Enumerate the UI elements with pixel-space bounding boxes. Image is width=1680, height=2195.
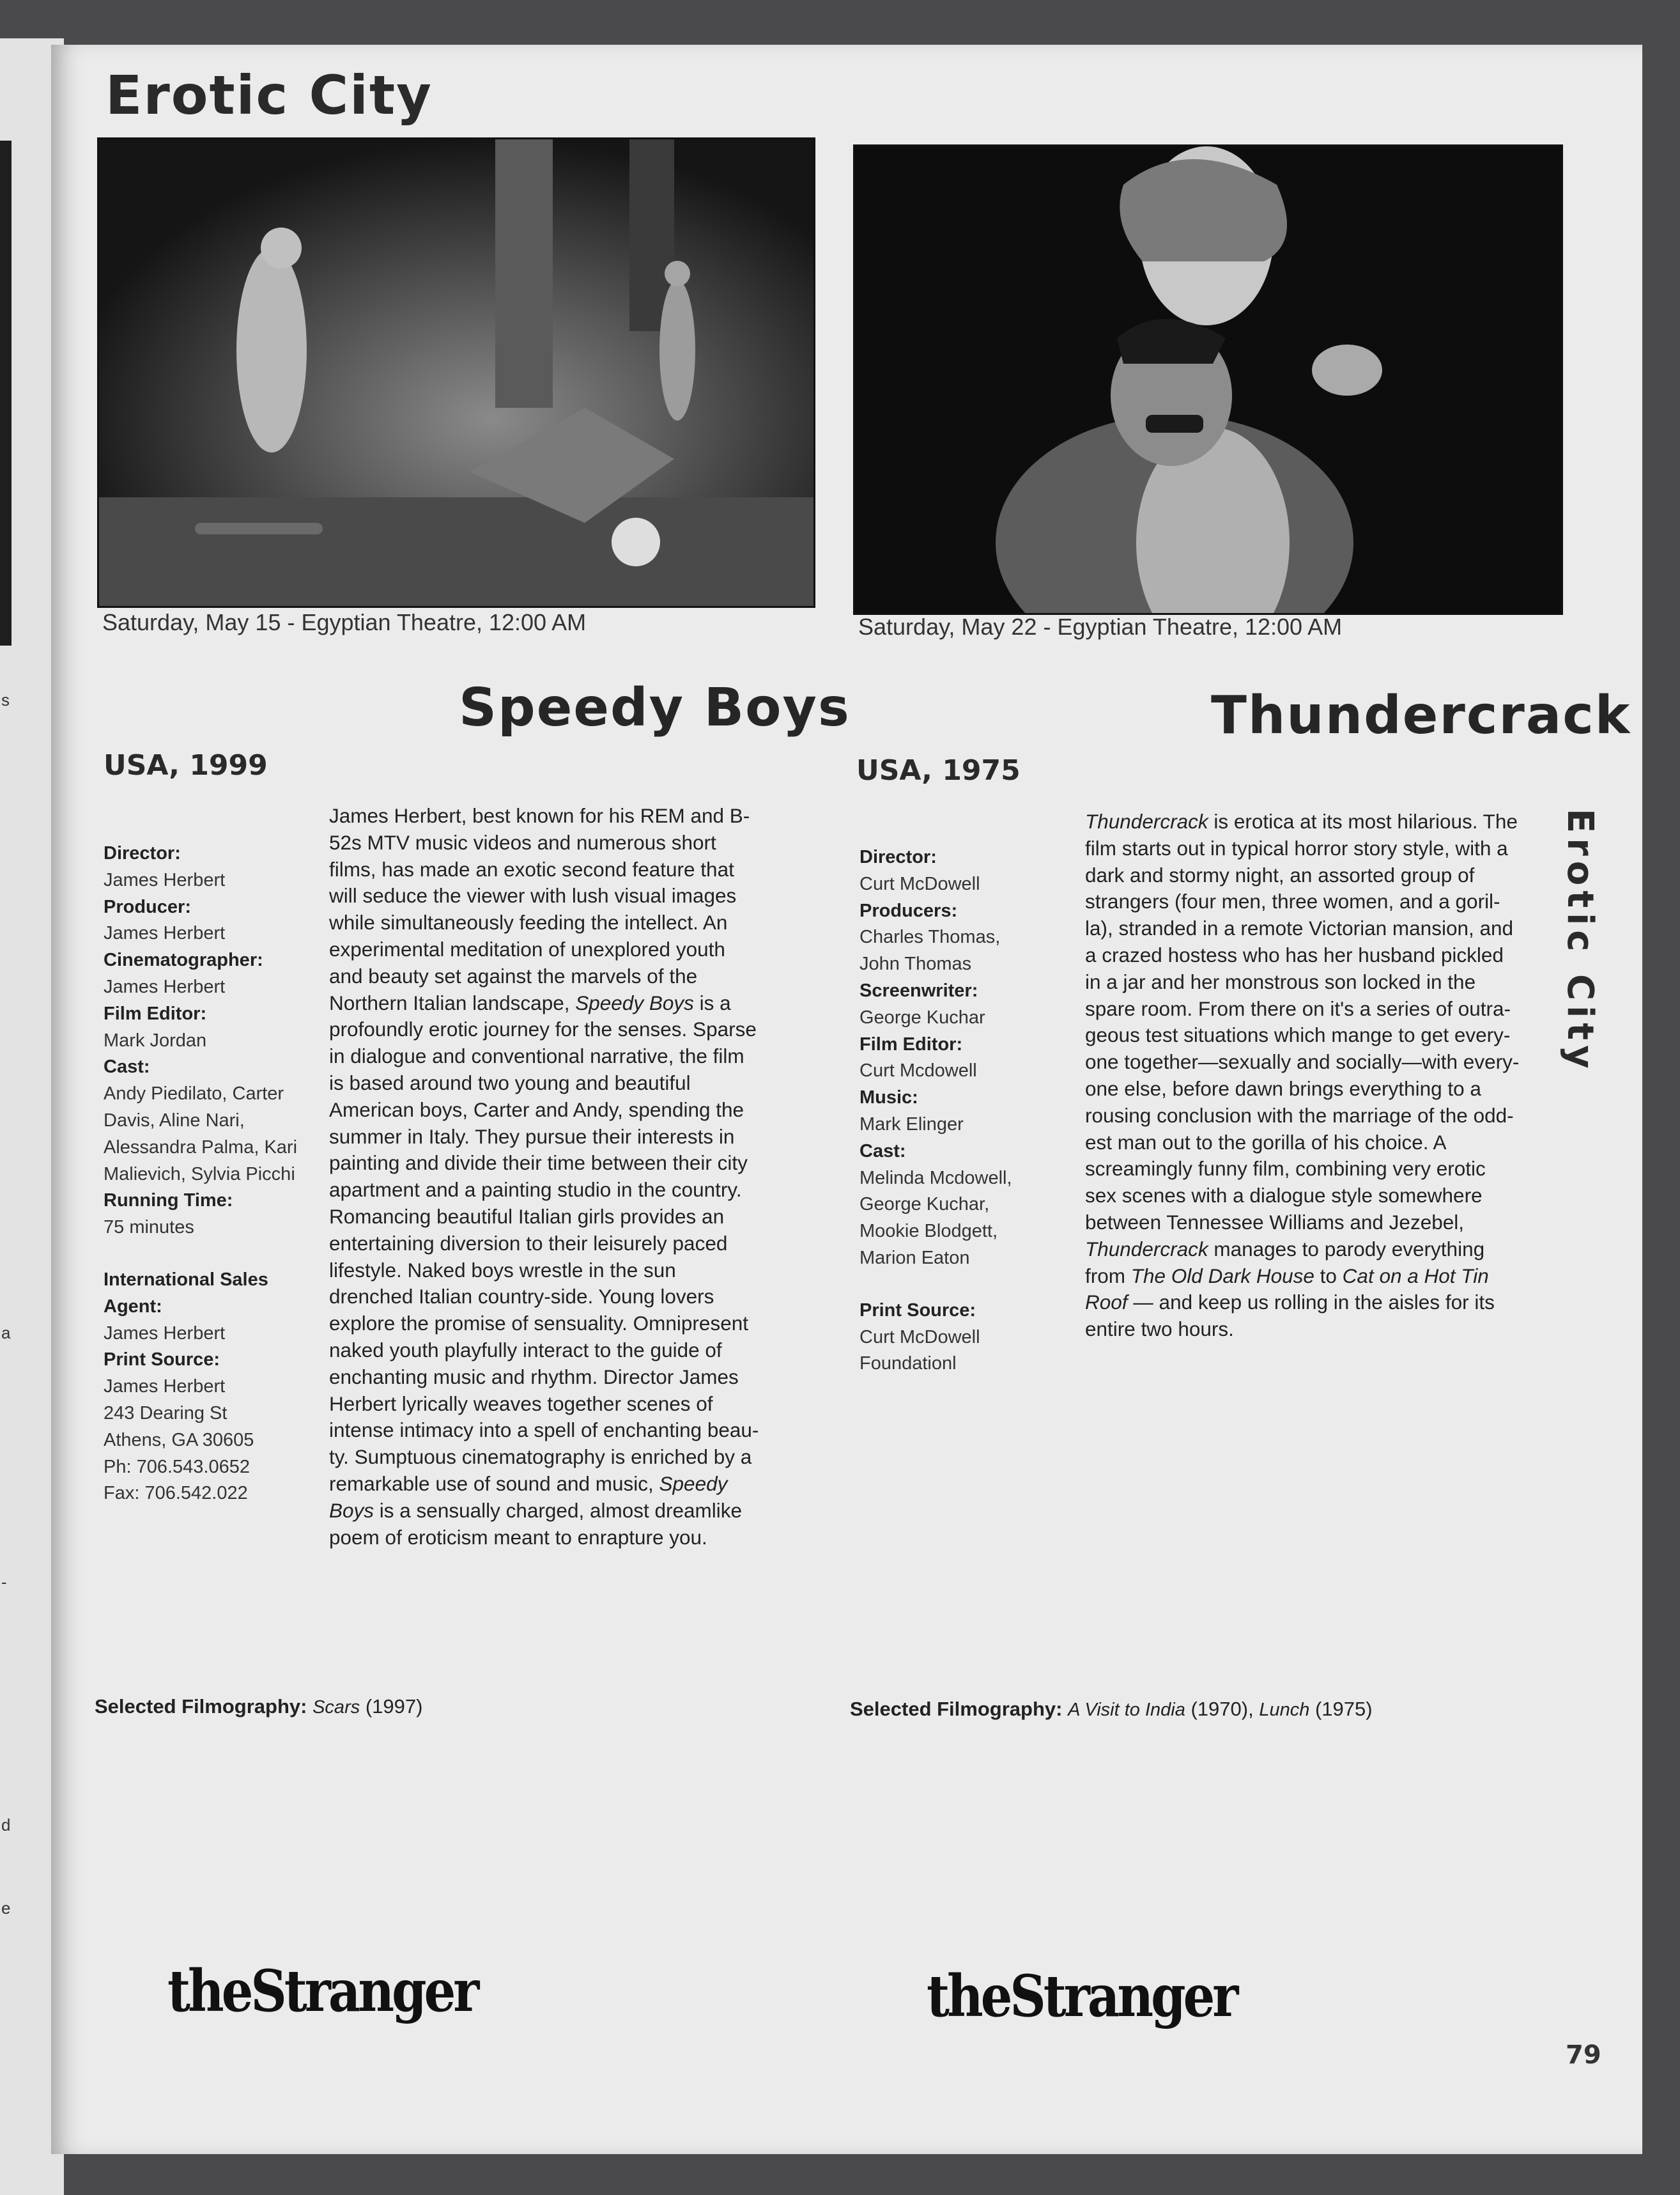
synopsis-text: manages to parody everything [1208,1237,1485,1260]
synopsis-line [329,910,802,936]
synopsis-text: naked youth playfully interact to the guide of [329,1338,722,1361]
credit-value: George Kuchar, [859,1194,990,1215]
credit-value: James Herbert [104,976,226,997]
synopsis-line [329,1337,802,1364]
synopsis-line [1085,1156,1558,1183]
synopsis-line [1085,1236,1558,1263]
page-number: 79 [1566,2040,1601,2070]
synopsis-text: est man out to the gorilla of his choice. A [1085,1130,1447,1154]
synopsis-line [1085,1316,1558,1343]
synopsis-line [329,1177,802,1204]
synopsis-line [1085,969,1558,996]
synopsis-line [329,1230,802,1257]
credit-value: John Thomas [859,954,972,975]
synopsis-line [329,1417,802,1444]
photo-illustration [99,139,813,606]
synopsis-line [1085,1183,1558,1209]
synopsis-line [1085,1049,1558,1076]
synopsis-text: is a [693,991,731,1014]
synopsis-line [1085,1129,1558,1156]
speedy-boys-still-photo [97,137,815,608]
synopsis-line [329,1310,802,1337]
synopsis-line [329,1124,802,1151]
synopsis-text: to [1314,1264,1343,1287]
synopsis-line [329,1284,802,1310]
credit-label: Film Editor: [859,1034,963,1055]
thundercrack-country-year: USA, 1975 [856,754,1021,787]
synopsis-line [329,990,802,1017]
credit-value: 243 Dearing St [104,1402,227,1423]
synopsis-line [329,883,802,910]
synopsis-line [1085,1209,1558,1236]
credit-value: George Kuchar [859,1007,985,1028]
credit-label: Producers: [859,900,958,921]
previous-page-fragment: - [1,1572,7,1592]
synopsis-text: and beauty set against the marvels of the [329,964,698,988]
synopsis-italic-title: Roof [1085,1291,1128,1314]
synopsis-line [329,1498,802,1524]
credit-label: Print Source: [859,1299,976,1321]
credit-value: James Herbert [104,1376,226,1397]
synopsis-line [329,1097,802,1124]
synopsis-italic-title: Thundercrack [1085,1237,1208,1260]
filmography-title: A Visit to India [1068,1700,1185,1720]
credit-label: Director: [859,847,937,867]
synopsis-text: summer in Italy. They pursue their interests in [329,1124,735,1148]
synopsis-text: Northern Italian landscape, [329,991,576,1014]
synopsis-line [329,1524,802,1551]
previous-page-fragment: d [1,1815,11,1834]
speedy-boys-title: Speedy Boys [459,678,851,738]
filmography-year: (1975) [1309,1698,1373,1720]
credit-label: Music: [859,1087,918,1108]
synopsis-line [1085,1022,1558,1049]
credit-value: Mark Elinger [859,1113,964,1135]
credit-value: Mookie Blodgett, [859,1221,998,1242]
synopsis-line [329,1204,802,1230]
synopsis-line [329,857,802,883]
filmography-title: Lunch [1259,1700,1310,1720]
filmography-title: Scars [312,1697,360,1718]
synopsis-text: is a sensually charged, almost dreamlike [374,1498,743,1522]
side-section-title: Erotic City [1559,809,1601,1074]
synopsis-text: — and keep us rolling in the aisles for its [1127,1291,1495,1314]
synopsis-text: in a jar and her monstrous son locked in the [1085,970,1476,993]
synopsis-line [329,1471,802,1498]
credit-label: Producer: [104,896,191,917]
synopsis-text: geous test situations which mange to get every- [1085,1023,1511,1047]
credit-value: Malievich, Sylvia Picchi [104,1163,295,1184]
thundercrack-title: Thundercrack [1211,685,1631,746]
synopsis-line [329,936,802,963]
synopsis-text: entertaining diversion to their leisurely paced [329,1231,728,1255]
photo-illustration [855,146,1561,613]
filmography-label: Selected Filmography: [95,1695,307,1718]
synopsis-text: painting and divide their time between their city [329,1151,748,1175]
previous-page-photo-strip [0,141,12,646]
thundercrack-screening-caption: Saturday, May 22 - Egyptian Theatre, 12:00 AM [858,614,1343,640]
synopsis-line [1085,1103,1558,1129]
thundercrack-credits [859,844,1070,1377]
synopsis-line [329,1043,802,1070]
credit-value: Curt Mcdowell [859,1060,977,1082]
synopsis-text: American boys, Carter and Andy, spending the [329,1098,744,1121]
synopsis-text: film starts out in typical horror story style, with a [1085,836,1508,860]
synopsis-line [1085,809,1558,835]
synopsis-text: one together—sexually and socially—with every- [1085,1050,1520,1074]
previous-page-fragment: a [1,1323,11,1342]
synopsis-italic-title: Cat on a Hot Tin [1342,1264,1489,1287]
synopsis-text: rousing conclusion with the marriage of the odd- [1085,1103,1514,1127]
synopsis-line [329,1257,802,1284]
the-stranger-logo: theStranger [167,1958,477,2025]
credit-spacer [104,1241,321,1267]
credit-label: Cast: [859,1140,906,1161]
synopsis-line [329,1016,802,1043]
credit-value: Marion Eaton [859,1247,970,1268]
synopsis-text: screamingly funny film, combining very erotic [1085,1157,1486,1181]
synopsis-text: a crazed hostess who has her husband pickled [1085,943,1504,966]
credit-value: Athens, GA 30605 [104,1429,254,1450]
credit-label: Running Time: [104,1190,233,1211]
credit-spacer [859,1272,1070,1298]
synopsis-italic-title: Thundercrack [1085,810,1208,833]
synopsis-line [1085,942,1558,969]
credit-value: Andy Piedilato, Carter [104,1083,284,1105]
credit-value: Foundationl [859,1353,957,1374]
synopsis-text: intense intimacy into a spell of enchanting beau- [329,1418,759,1442]
synopsis-italic-title: The Old Dark House [1130,1264,1314,1287]
credit-label: Print Source: [104,1349,220,1370]
credit-label: International Sales [104,1269,268,1290]
synopsis-line [1085,835,1558,862]
synopsis-line [329,1070,802,1097]
synopsis-text: will seduce the viewer with lush visual images [329,884,737,908]
credit-value: James Herbert [104,923,226,944]
synopsis-line [329,963,802,990]
thundercrack-filmography [850,1698,1373,1721]
synopsis-line [1085,1289,1558,1316]
synopsis-text: sex scenes with a dialogue style somewhere [1085,1184,1483,1207]
synopsis-line [1085,1263,1558,1290]
credit-value: Melinda Mcdowell, [859,1167,1012,1188]
synopsis-line [329,830,802,857]
synopsis-text: James Herbert, best known for his REM and B- [329,804,750,827]
thundercrack-synopsis [1085,809,1558,1343]
synopsis-text: in dialogue and conventional narrative, the film [329,1044,744,1068]
synopsis-text: remarkable use of sound and music, [329,1471,659,1495]
synopsis-text: enchanting music and rhythm. Director James [329,1365,739,1388]
synopsis-text: one else, before dawn brings everything to a [1085,1076,1481,1100]
synopsis-text: Romancing beautiful Italian girls provides an [329,1204,725,1228]
synopsis-text: films, has made an exotic second feature that [329,857,734,881]
speedy-boys-credits [104,841,321,1507]
synopsis-line [329,803,802,830]
credit-value: Curt McDowell [859,1326,980,1347]
synopsis-text: poem of eroticism meant to enrapture you. [329,1525,707,1549]
synopsis-italic-title: Speedy [659,1471,728,1495]
synopsis-text: experimental meditation of unexplored youth [329,937,725,961]
synopsis-text: while simultaneously feeding the intellect. An [329,911,728,935]
previous-page-fragment: e [1,1898,11,1918]
synopsis-line [1085,915,1558,942]
credit-value: 75 minutes [104,1217,194,1238]
filmography-year: (1997) [360,1695,423,1718]
section-title: Erotic City [105,64,433,127]
synopsis-text: is based around two young and beautiful [329,1071,691,1094]
synopsis-text: from [1085,1264,1131,1287]
synopsis-text: is erotica at its most hilarious. The [1208,810,1518,833]
the-stranger-logo: theStranger [927,1963,1237,2030]
synopsis-line [329,1150,802,1177]
synopsis-text: explore the promise of sensuality. Omnipresent [329,1312,748,1335]
synopsis-line [329,1444,802,1471]
filmography-label: Selected Filmography: [850,1698,1063,1720]
credit-label: Film Editor: [104,1003,207,1024]
credit-value: Davis, Aline Nari, [104,1110,245,1131]
speedy-boys-filmography [95,1695,422,1718]
synopsis-text: profoundly erotic journey for the senses. Sparse [329,1018,757,1041]
credit-label: Cinematographer: [104,950,263,971]
credit-label: Cast: [104,1057,150,1078]
synopsis-text: 52s MTV music videos and numerous short [329,830,716,854]
synopsis-text: dark and stormy night, an assorted group of [1085,863,1475,887]
credit-value: Fax: 706.542.022 [104,1483,248,1504]
synopsis-line [329,1391,802,1418]
speedy-boys-screening-caption: Saturday, May 15 - Egyptian Theatre, 12:00 AM [102,609,587,635]
synopsis-text: apartment and a painting studio in the country. [329,1178,742,1202]
synopsis-text: entire two hours. [1085,1317,1234,1341]
credit-value: James Herbert [104,1322,226,1344]
credit-value: Alessandra Palma, Kari [104,1136,298,1158]
synopsis-text: drenched Italian country-side. Young lovers [329,1285,714,1308]
credit-value: Charles Thomas, [859,927,1001,948]
synopsis-text: Herbert lyrically weaves together scenes of [329,1392,713,1415]
synopsis-line [1085,888,1558,915]
credit-value: Mark Jordan [104,1030,207,1051]
synopsis-text: lifestyle. Naked boys wrestle in the sun [329,1258,676,1282]
credit-value: Curt McDowell [859,873,980,894]
credit-label: Agent: [104,1296,162,1317]
credit-value: Ph: 706.543.0652 [104,1456,250,1477]
credit-value: James Herbert [104,869,226,890]
synopsis-text: strangers (four men, three women, and a goril- [1085,890,1500,913]
synopsis-text: la), stranded in a remote Victorian mansion, and [1085,917,1514,940]
synopsis-italic-title: Boys [329,1498,374,1522]
synopsis-italic-title: Speedy Boys [575,991,694,1014]
credit-label: Screenwriter: [859,980,978,1001]
filmography-year: (1970), [1185,1698,1260,1720]
synopsis-line [1085,862,1558,889]
previous-page-fragment: s [1,690,10,710]
synopsis-text: spare room. From there on it's a series of outra- [1085,997,1511,1020]
synopsis-text: ty. Sumptuous cinematography is enriched by a [329,1445,752,1469]
synopsis-line [329,1364,802,1391]
thundercrack-still-photo [853,144,1563,615]
synopsis-line [1085,996,1558,1023]
credit-label: Director: [104,843,181,864]
synopsis-line [1085,1076,1558,1103]
synopsis-text: between Tennessee Williams and Jezebel, [1085,1210,1465,1234]
speedy-boys-country-year: USA, 1999 [104,749,268,782]
speedy-boys-synopsis [329,803,802,1551]
